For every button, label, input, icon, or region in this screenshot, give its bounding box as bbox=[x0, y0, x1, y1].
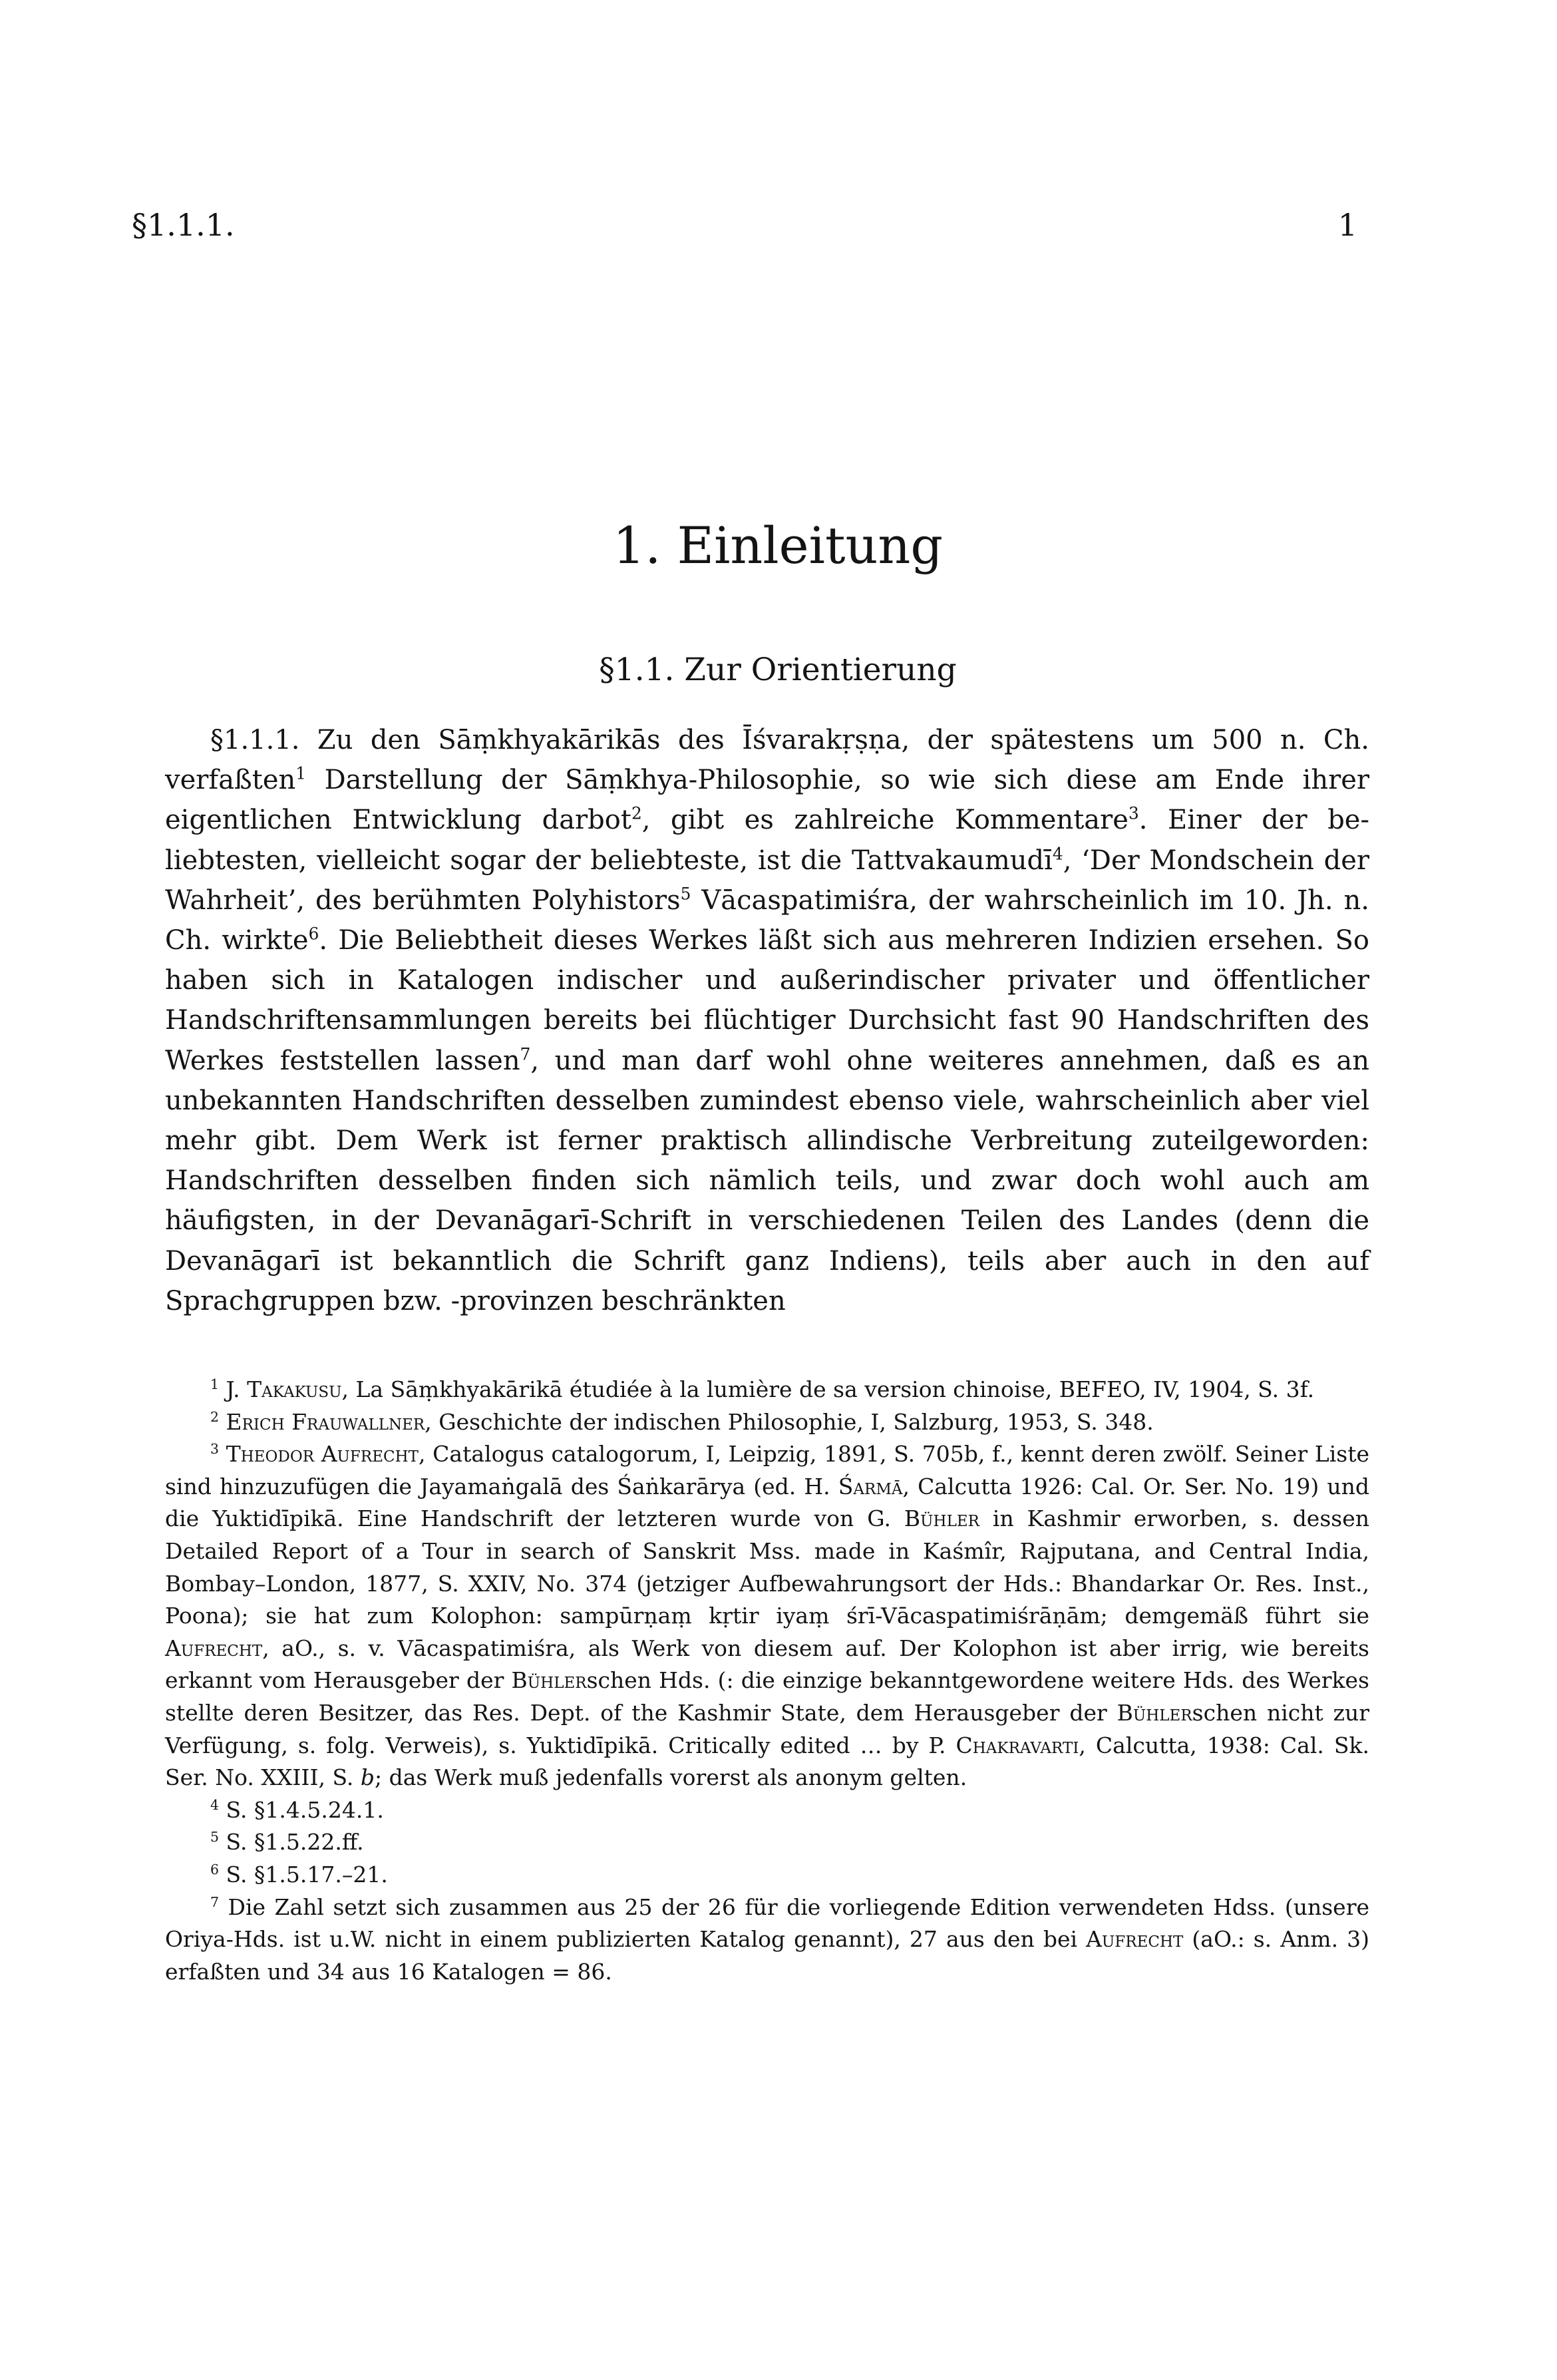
page-number: 1 bbox=[1337, 207, 1357, 243]
author-name: Theodor Aufrecht bbox=[226, 1441, 419, 1468]
running-head-section: §1.1.1. bbox=[132, 207, 235, 243]
footnote-text: , Calcutta 1926: Cal. Or. Ser. No. 19) und die Yuktidīpikā. Eine Handschrift der letzteren wurde von G. bbox=[165, 1473, 1369, 1532]
footnote-3 bbox=[165, 1438, 1369, 1794]
footnote-text: , Catalogus catalogorum, I, Leipzig, 1891, S. 705b, f., kennt deren zwölf. Seiner Liste sind hinzuzufügen die Jayamaṅgalā des Śaṅkarārya (ed. H. bbox=[165, 1441, 1369, 1499]
footnote-number: 5 bbox=[210, 1829, 220, 1846]
chapter-title: 1. Einleitung bbox=[612, 516, 944, 575]
footnote-text: ; das Werk muß jedenfalls vorerst als anonym gelten. bbox=[375, 1764, 967, 1791]
footnote-ref-1: 1 bbox=[295, 763, 307, 783]
footnote-6 bbox=[165, 1859, 1369, 1891]
author-name: Chakravarti bbox=[955, 1732, 1079, 1758]
footnote-text: S. §1.5.17.–21. bbox=[226, 1861, 388, 1887]
footnote-ref-5: 5 bbox=[680, 884, 691, 904]
footnote-number: 6 bbox=[210, 1861, 220, 1878]
footnote-number: 2 bbox=[210, 1408, 220, 1425]
footnotes bbox=[165, 1374, 1369, 1988]
author-name: Aufrecht bbox=[1086, 1926, 1184, 1953]
footnote-ref-2: 2 bbox=[631, 804, 642, 824]
footnote-text: S. §1.5.22.ff. bbox=[226, 1829, 364, 1856]
footnote-4 bbox=[165, 1794, 1369, 1827]
section-title: §1.1. Zur Orientierung bbox=[599, 652, 957, 688]
text-run: , gibt es zahlreiche Kommentare bbox=[641, 805, 1128, 836]
footnote-number: 7 bbox=[210, 1893, 220, 1910]
main-text bbox=[165, 720, 1369, 1321]
footnote-ref-3: 3 bbox=[1128, 804, 1139, 824]
author-name: J. Takakusu bbox=[226, 1376, 342, 1402]
footnote-text: schen Hds. (: die einzige bekanntgewordene weitere Hds. des Werkes stellte deren Besitzer, das Res. Dept. of the Kashmir State, dem Herausgeber der bbox=[165, 1667, 1369, 1726]
footnote-ref-7: 7 bbox=[520, 1044, 531, 1064]
footnote-text: (aO.: s. Anm. 3) erfaßten und 34 aus 16 Katalogen = 86. bbox=[165, 1926, 1370, 1985]
footnote-text: schen nicht zur Verfügung, s. folg. Verweis), s. Yuktidīpikā. Critically edited … by P. bbox=[165, 1699, 1369, 1758]
footnote-text: , Calcutta, 1938: Cal. Sk. Ser. No. XXIII, S. bbox=[165, 1732, 1369, 1791]
author-name: Bühler bbox=[1117, 1699, 1192, 1726]
author-name: Śarmā bbox=[838, 1473, 903, 1499]
italic-letter: b bbox=[360, 1764, 375, 1791]
text-run: , und man darf wohl ohne weiteres annehmen, daß es an unbekannten Handschriften desselben zumindest ebenso viele, wahrscheinlich aber viel mehr gibt. Dem Werk ist ferner praktisch allindische Verbreitung zuteilgeworden: Handschriften desselben finden sich nämlich teils, und zwar doch wohl auch am häufigsten, in der Devanāgarī-Schrift in verschiedenen Teilen des Landes (denn die Devanāgarī ist bekanntlich die Schrift ganz Indiens), teils aber auch in den auf Sprachgruppen bzw. -provinzen beschränkten bbox=[165, 1045, 1370, 1316]
footnote-5 bbox=[165, 1826, 1369, 1859]
text-run: Darstellung der Sāṃkhya-Philosophie, so wie sich diese am Ende ihrer eigentlichen Entwicklung darbot bbox=[165, 765, 1369, 836]
footnote-text: Die Zahl setzt sich zusammen aus 25 der 26 für die vorliegende Edition verwendeten Hdss. (unsere Oriya-Hds. ist u.W. nicht in einem publizierten Katalog genannt), 27 aus den bei bbox=[165, 1893, 1369, 1953]
footnote-text: in Kashmir erworben, s. dessen Detailed Report of a Tour in search of Sanskrit Mss. made in Kaśmîr, Rajputana, and Central India, Bombay–London, 1877, S. XXIV, No. 374 (jetziger Aufbewahrungsort der Hds.: Bhandarkar Or. Res. Inst., Poona); sie hat zum Kolophon: sampūrṇaṃ kṛtir iyaṃ śrī-Vācaspatimiśrāṇām; demgemäß führt sie bbox=[165, 1505, 1369, 1629]
footnote-ref-6: 6 bbox=[308, 924, 319, 944]
footnote-1 bbox=[165, 1374, 1369, 1406]
author-name: Aufrecht bbox=[165, 1635, 263, 1661]
text-run: . Die Beliebtheit dieses Werkes läßt sich aus mehreren Indizien ersehen. So haben sich in Katalogen indischer und außerindischer privater und öffentlicher Handschriftensammlungen bereits bei flüchtiger Durchsicht fast 90 Handschriften des Werkes feststellen lassen bbox=[165, 925, 1370, 1076]
footnote-ref-4: 4 bbox=[1052, 844, 1063, 864]
footnote-text: , aO., s. v. Vācaspatimiśra, als Werk von diesem auf. Der Kolophon ist aber irrig, wie bereits erkannt vom Herausgeber der bbox=[165, 1635, 1369, 1694]
author-name: Bühler bbox=[511, 1667, 587, 1694]
footnote-text: , Geschichte der indischen Philosophie, I, Salzburg, 1953, S. 348. bbox=[425, 1408, 1154, 1435]
paragraph-1-1-1 bbox=[165, 720, 1369, 1321]
footnote-number: 3 bbox=[210, 1441, 220, 1458]
footnote-text: S. §1.4.5.24.1. bbox=[226, 1796, 384, 1823]
footnote-number: 1 bbox=[210, 1376, 220, 1392]
footnote-number: 4 bbox=[210, 1796, 220, 1813]
footnote-text: , La Sāṃkhyakārikā étudiée à la lumière de sa version chinoise, BEFEO, IV, 1904, S. 3f. bbox=[341, 1376, 1315, 1402]
text-run: , ‘Der Mondschein der Wahrheit’, des berühmten Polyhistors bbox=[165, 845, 1369, 916]
author-name: Bühler bbox=[904, 1505, 979, 1532]
author-name: Erich Frauwallner bbox=[226, 1408, 425, 1435]
footnote-2 bbox=[165, 1406, 1369, 1439]
footnote-7 bbox=[165, 1891, 1369, 1989]
text-run: §1.1.1. Zu den Sāṃkhyakārikās des Īśvarakṛṣṇa, der spätestens um 500 n. Ch. verfaßten bbox=[165, 725, 1369, 796]
text-run: Vācaspatimiśra, der wahrscheinlich im 10. Jh. n. Ch. wirkte bbox=[165, 885, 1369, 956]
text-run: . Einer der beliebtesten, vielleicht sogar der beliebteste, ist die Tattvakaumudī bbox=[165, 805, 1369, 876]
